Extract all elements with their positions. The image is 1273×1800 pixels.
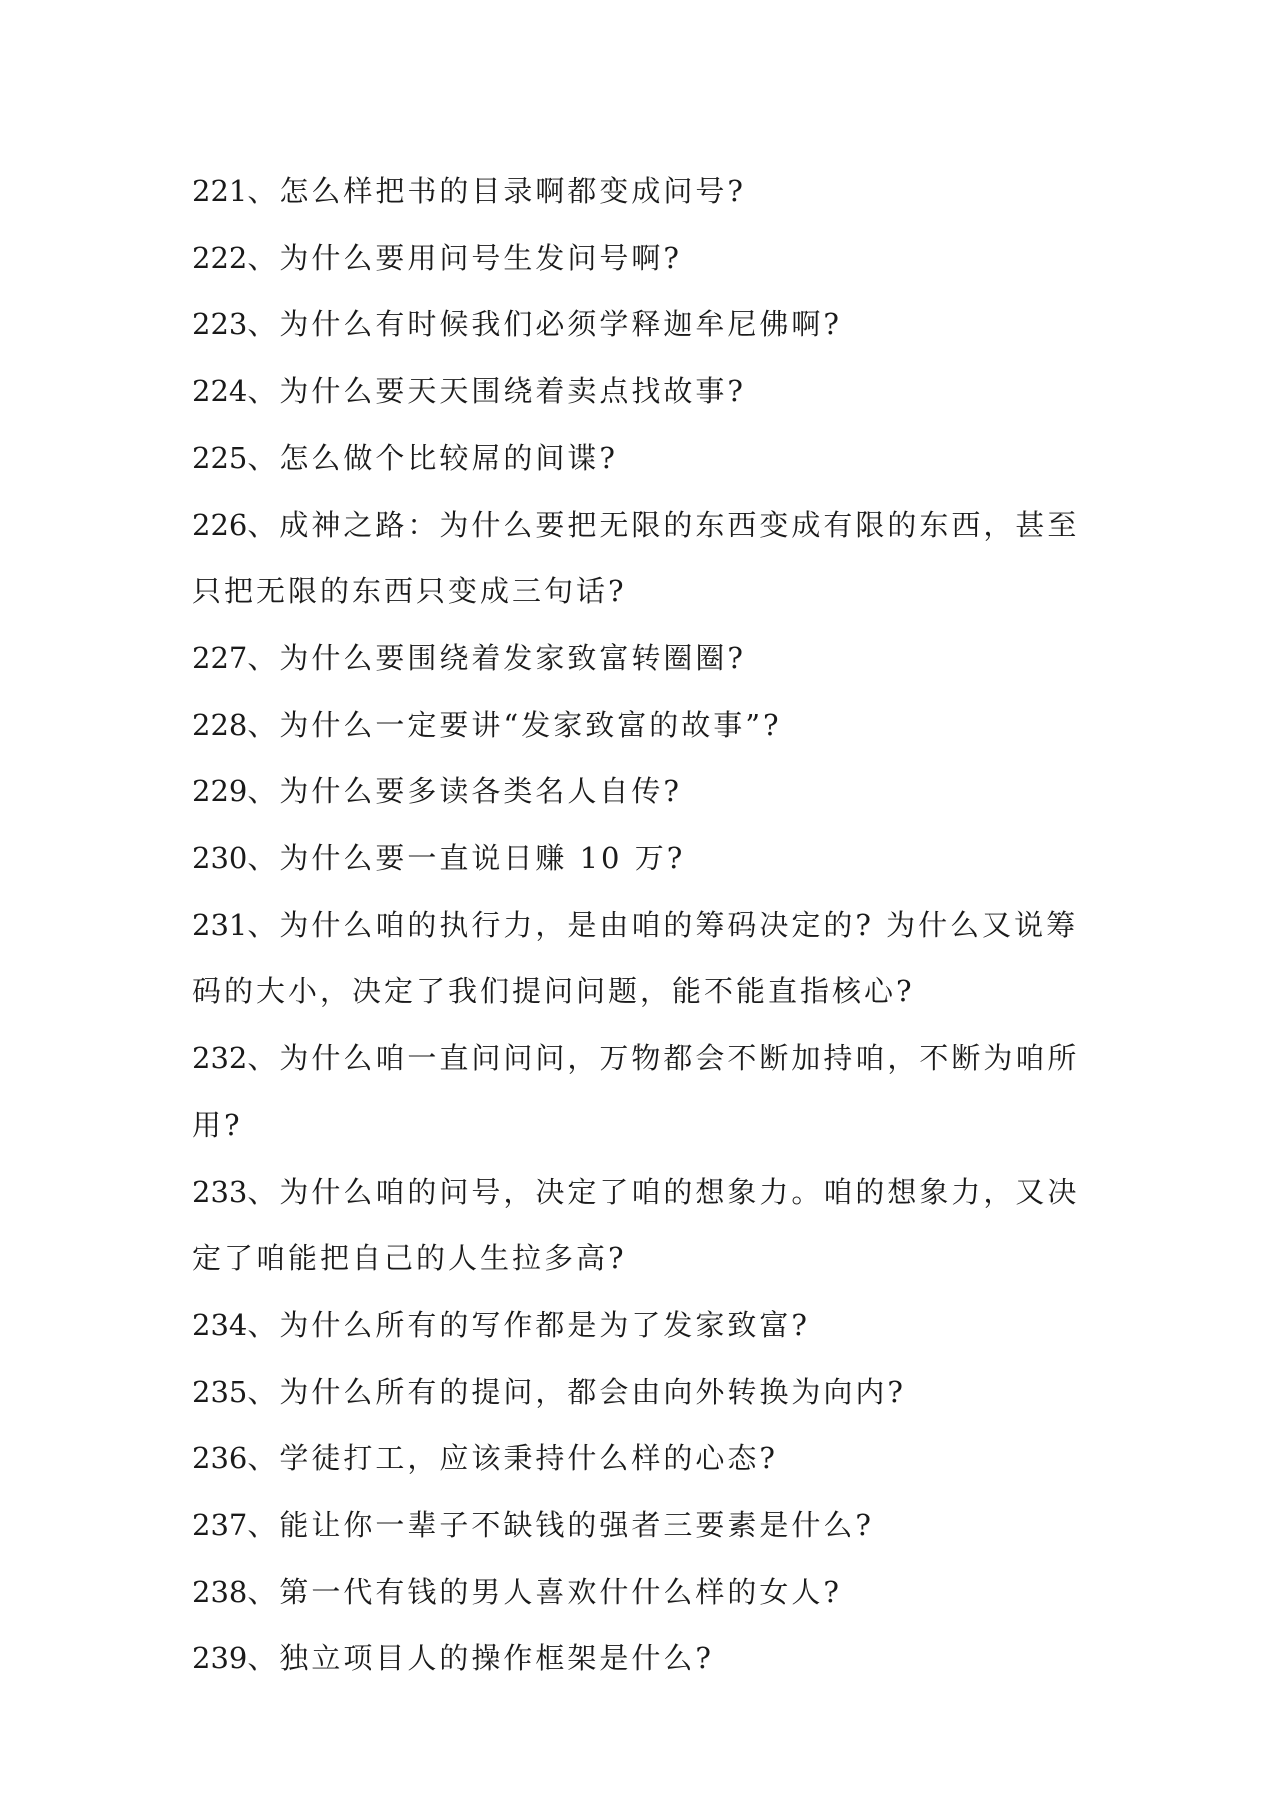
question-number: 237 xyxy=(192,1508,248,1543)
question-item xyxy=(192,1625,1092,1692)
question-item xyxy=(192,225,1092,292)
question-separator: 、 xyxy=(247,1041,280,1076)
question-separator: 、 xyxy=(247,374,280,409)
question-item xyxy=(192,425,1092,492)
question-number: 234 xyxy=(192,1307,248,1342)
question-item xyxy=(192,825,1092,892)
question-number: 221 xyxy=(192,174,248,208)
question-text: 为什么要用问号生发问号啊? xyxy=(279,240,682,275)
question-number: 230 xyxy=(192,841,248,876)
question-text: 为什么所有的提问，都会由向外转换为向内? xyxy=(279,1374,906,1409)
question-separator: 、 xyxy=(247,240,280,275)
question-separator: 、 xyxy=(247,1441,280,1476)
question-number: 232 xyxy=(192,1041,248,1076)
question-item xyxy=(192,358,1092,425)
question-list xyxy=(192,158,1092,1692)
question-separator: 、 xyxy=(247,640,280,675)
question-text: 为什么咱的问号，决定了咱的想象力。咱的想象力，又决定了咱能把自己的人生拉多高? xyxy=(192,1174,1080,1276)
question-text: 独立项目人的操作框架是什么? xyxy=(279,1641,714,1676)
question-text: 为什么有时候我们必须学释迦牟尼佛啊? xyxy=(279,307,842,342)
question-text: 为什么要天天围绕着卖点找故事? xyxy=(279,374,746,409)
question-number: 222 xyxy=(192,240,248,275)
question-separator: 、 xyxy=(247,707,280,742)
question-number: 236 xyxy=(192,1441,248,1476)
question-separator: 、 xyxy=(247,1508,280,1543)
question-separator: 、 xyxy=(247,507,280,542)
question-item xyxy=(192,291,1092,358)
question-number: 239 xyxy=(192,1641,248,1676)
question-text: 为什么所有的写作都是为了发家致富? xyxy=(279,1307,810,1342)
question-text: 第一代有钱的男人喜欢什什么样的女人? xyxy=(279,1574,842,1609)
question-item xyxy=(192,1159,1092,1292)
question-item xyxy=(192,1425,1092,1492)
question-item xyxy=(192,158,1092,225)
question-item xyxy=(192,892,1092,1025)
question-item xyxy=(192,625,1092,692)
question-number: 226 xyxy=(192,507,248,542)
question-separator: 、 xyxy=(247,440,280,475)
question-separator: 、 xyxy=(247,1574,280,1609)
question-separator: 、 xyxy=(247,307,280,342)
question-separator: 、 xyxy=(247,841,280,876)
question-text: 为什么要围绕着发家致富转圈圈? xyxy=(279,640,746,675)
question-separator: 、 xyxy=(247,907,280,942)
question-text: 为什么要多读各类名人自传? xyxy=(279,774,682,809)
question-separator: 、 xyxy=(247,774,280,809)
question-item xyxy=(192,1492,1092,1559)
question-text: 学徒打工，应该秉持什么样的心态? xyxy=(279,1441,778,1476)
question-number: 227 xyxy=(192,640,248,675)
question-number: 229 xyxy=(192,774,248,809)
question-item xyxy=(192,1292,1092,1359)
question-item xyxy=(192,1559,1092,1626)
question-text: 为什么一定要讲“发家致富的故事”? xyxy=(279,707,782,742)
question-text: 能让你一辈子不缺钱的强者三要素是什么? xyxy=(279,1508,874,1543)
question-item xyxy=(192,492,1092,625)
question-separator: 、 xyxy=(247,1307,280,1342)
question-item xyxy=(192,758,1092,825)
question-text: 为什么咱一直问问问，万物都会不断加持咱，不断为咱所用? xyxy=(192,1041,1080,1142)
question-separator: 、 xyxy=(247,174,280,208)
question-item xyxy=(192,692,1092,759)
question-text: 怎么样把书的目录啊都变成问号? xyxy=(279,174,746,208)
question-text: 为什么咱的执行力，是由咱的筹码决定的? 为什么又说筹码的大小，决定了我们提问问题，能不能直指核心? xyxy=(192,907,1079,1009)
question-number: 235 xyxy=(192,1374,248,1409)
question-number: 223 xyxy=(192,307,248,342)
question-number: 225 xyxy=(192,440,248,475)
question-separator: 、 xyxy=(247,1374,280,1409)
question-separator: 、 xyxy=(247,1641,280,1676)
question-item xyxy=(192,1025,1092,1158)
question-number: 224 xyxy=(192,374,248,409)
question-text: 为什么要一直说日赚 10 万? xyxy=(279,841,686,876)
question-number: 231 xyxy=(192,907,248,942)
question-text: 怎么做个比较屌的间谍? xyxy=(279,440,618,475)
question-number: 228 xyxy=(192,707,248,742)
question-separator: 、 xyxy=(247,1174,280,1209)
question-number: 233 xyxy=(192,1174,248,1209)
question-item xyxy=(192,1359,1092,1426)
question-number: 238 xyxy=(192,1574,248,1609)
question-text: 成神之路：为什么要把无限的东西变成有限的东西，甚至只把无限的东西只变成三句话? xyxy=(192,507,1080,609)
